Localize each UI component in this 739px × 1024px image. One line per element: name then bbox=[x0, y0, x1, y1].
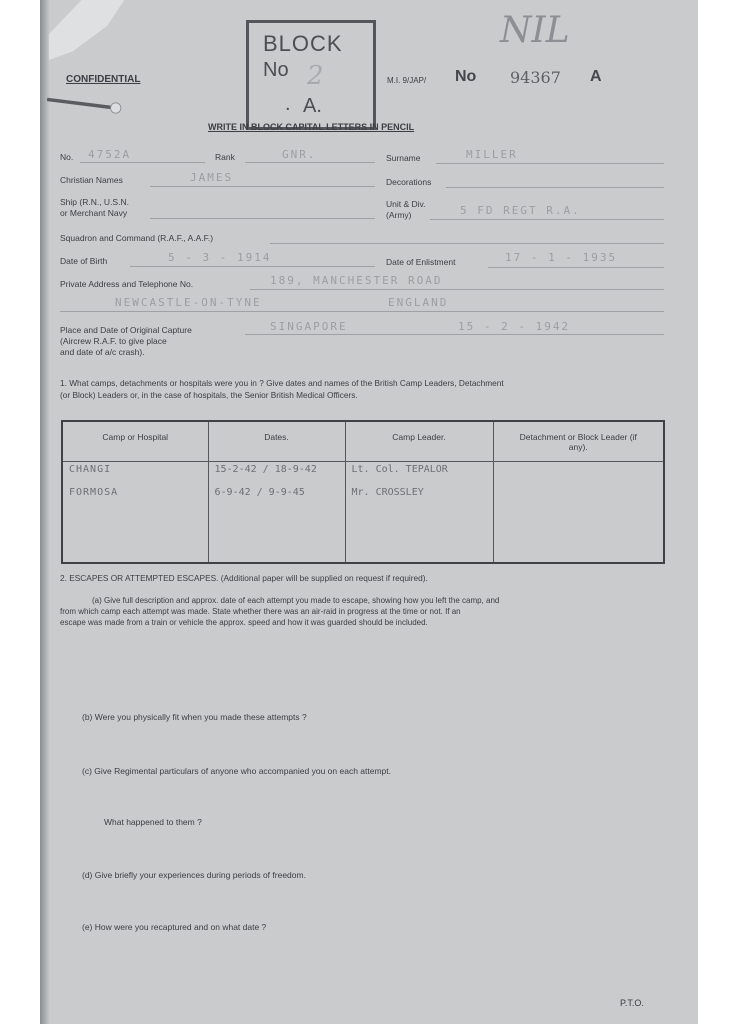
question-2-title: 2. ESCAPES OR ATTEMPTED ESCAPES. (Additional paper will be supplied on request if required). bbox=[60, 573, 428, 583]
stamp-a-text: A. bbox=[303, 95, 322, 117]
address-line-2: NEWCASTLE-ON-TYNE bbox=[115, 296, 262, 309]
question-2e: (e) How were you recaptured and on what date ? bbox=[82, 922, 267, 932]
header-camp: Camp or Hospital bbox=[62, 421, 208, 461]
camps-cell bbox=[62, 461, 208, 563]
leader-cell bbox=[345, 461, 493, 563]
no-label: No. bbox=[60, 152, 74, 162]
handwritten-nil: NIL bbox=[500, 10, 570, 51]
camp-2: FORMOSA bbox=[69, 486, 119, 498]
block-stamp bbox=[246, 20, 376, 130]
rank-label: Rank bbox=[215, 152, 235, 162]
form-suffix: A bbox=[590, 68, 602, 85]
page-edge-shadow bbox=[40, 0, 50, 1024]
header-dates: Dates. bbox=[208, 421, 345, 461]
question-2c-followup: What happened to them ? bbox=[104, 817, 202, 827]
address-label: Private Address and Telephone No. bbox=[60, 279, 194, 289]
unit-label-2: (Army) bbox=[386, 210, 412, 220]
camp-1: CHANGI bbox=[69, 463, 112, 475]
table-row bbox=[62, 461, 664, 563]
rank-value: GNR. bbox=[282, 148, 317, 161]
christian-names-label: Christian Names bbox=[60, 175, 123, 185]
camps-table-header bbox=[62, 421, 664, 461]
unit-label-1: Unit & Div. bbox=[386, 199, 426, 209]
form-number: 94367 bbox=[510, 68, 561, 87]
surname-value: MILLER bbox=[466, 148, 518, 161]
detachment-cell bbox=[493, 461, 664, 563]
question-2d: (d) Give briefly your experiences during periods of freedom. bbox=[82, 870, 306, 880]
confidential-label: CONFIDENTIAL bbox=[66, 74, 141, 85]
capture-label-1: Place and Date of Original Capture bbox=[60, 325, 192, 335]
address-line-3: ENGLAND bbox=[388, 296, 449, 309]
question-2a-line-1: (a) Give full description and approx. date of each attempt you made to escape, showing how you left the camp, and bbox=[92, 596, 500, 605]
question-2a-line-3: escape was made from a train or vehicle the approx. speed and how it was guarded should be included. bbox=[60, 618, 428, 627]
leader-1: Lt. Col. TEPALOR bbox=[351, 463, 448, 475]
capture-place: SINGAPORE bbox=[270, 320, 348, 333]
capture-label-3: and date of a/c crash). bbox=[60, 347, 145, 357]
dates-1: 15-2-42 / 18-9-42 bbox=[214, 463, 317, 475]
question-2b: (b) Were you physically fit when you made these attempts ? bbox=[82, 712, 307, 722]
capture-label-2: (Aircrew R.A.F. to give place bbox=[60, 336, 167, 346]
question-2c: (c) Give Regimental particulars of anyone who accompanied you on each attempt. bbox=[82, 766, 391, 776]
question-2a-line-2: from which camp each attempt was made. State whether there was an air-raid in progress at the time or not. If an bbox=[60, 607, 461, 616]
ship-label-1: Ship (R.N., U.S.N. bbox=[60, 197, 129, 207]
stamp-block-text: BLOCK bbox=[263, 31, 343, 56]
no-value: 4752A bbox=[88, 148, 132, 161]
question-1-line-1: 1. What camps, detachments or hospitals were you in ? Give dates and names of the British Camp Leaders, Detachment bbox=[60, 378, 504, 388]
dates-2: 6-9-42 / 9-9-45 bbox=[214, 486, 305, 498]
stamp-scribble: 2 bbox=[307, 61, 324, 91]
capture-date: 15 - 2 - 1942 bbox=[458, 320, 571, 333]
decorations-label: Decorations bbox=[386, 177, 432, 187]
ship-label-2: or Merchant Navy bbox=[60, 208, 128, 218]
dob-value: 5 - 3 - 1914 bbox=[168, 251, 272, 264]
enlistment-label: Date of Enlistment bbox=[386, 257, 456, 267]
stamp-no-text: No bbox=[263, 59, 289, 81]
stamp-dots: . bbox=[285, 93, 291, 115]
camps-table bbox=[61, 420, 665, 564]
header-camp-leader: Camp Leader. bbox=[345, 421, 493, 461]
number-symbol: No bbox=[455, 68, 477, 85]
pto-label: P.T.O. bbox=[620, 998, 644, 1008]
leader-2: Mr. CROSSLEY bbox=[351, 486, 424, 498]
dates-cell bbox=[208, 461, 345, 563]
unit-value: 5 FD REGT R.A. bbox=[460, 204, 581, 217]
question-1-line-2: (or Block) Leaders or, in the case of hospitals, the Senior British Medical Officers. bbox=[60, 390, 358, 400]
surname-label: Surname bbox=[386, 153, 421, 163]
header-detachment-leader: Detachment or Block Leader (if any). bbox=[493, 421, 664, 461]
enlistment-value: 17 - 1 - 1935 bbox=[505, 251, 618, 264]
instruction-heading: WRITE IN BLOCK CAPITAL LETTERS IN PENCIL bbox=[208, 122, 415, 132]
christian-names-value: JAMES bbox=[190, 171, 234, 184]
dob-label: Date of Birth bbox=[60, 256, 108, 266]
paper-clip bbox=[40, 0, 140, 120]
form-reference: M.I. 9/JAP/ bbox=[387, 76, 427, 85]
squadron-label: Squadron and Command (R.A.F., A.A.F.) bbox=[60, 233, 214, 243]
address-line-1: 189, MANCHESTER ROAD bbox=[270, 274, 443, 287]
